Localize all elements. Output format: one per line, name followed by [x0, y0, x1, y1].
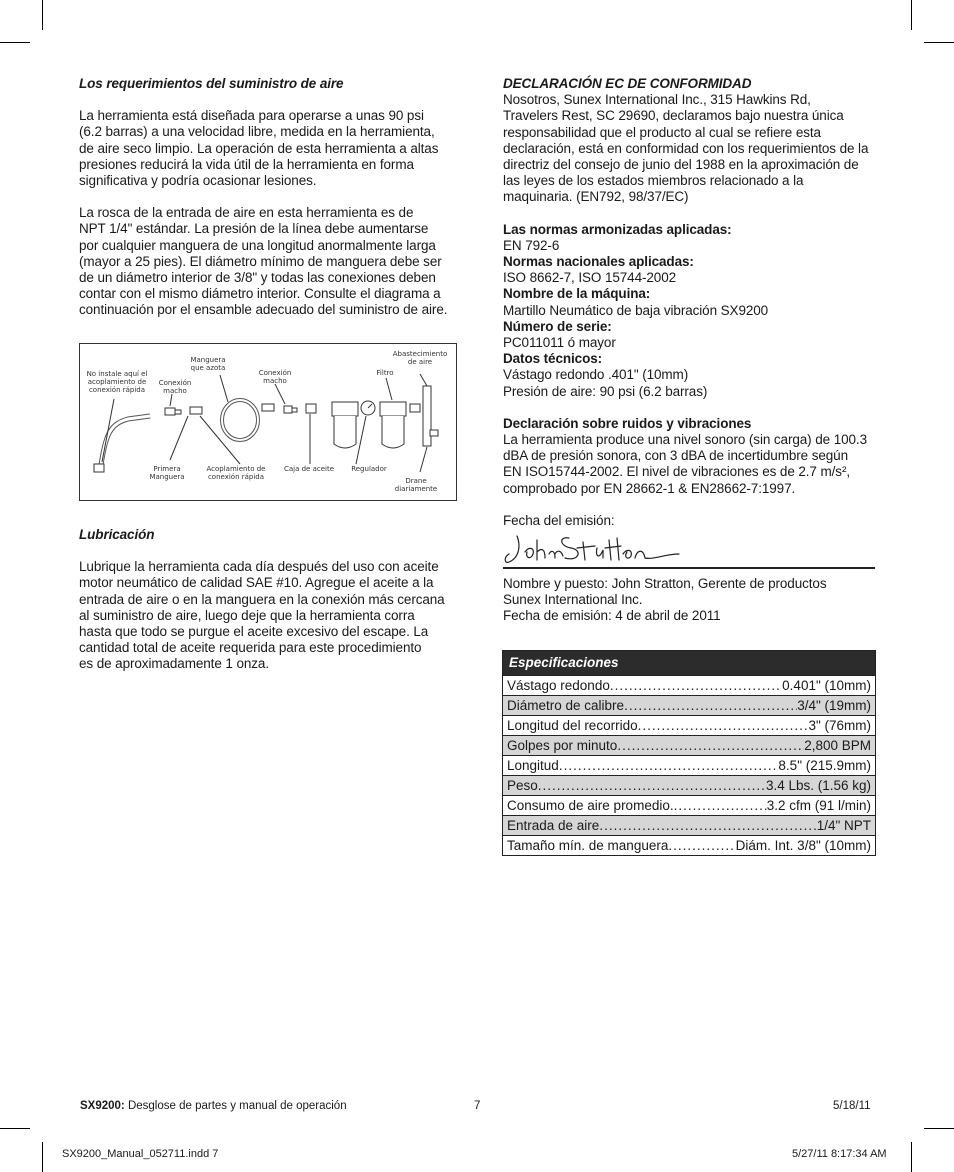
harmonized-standards-label: Las normas armonizadas aplicadas:	[503, 221, 732, 237]
spec-row	[503, 675, 875, 695]
signature-image	[503, 532, 683, 568]
spec-leader-dots	[617, 736, 804, 755]
spec-leader-dots	[610, 676, 782, 695]
crop-mark	[42, 0, 43, 30]
spec-leader-dots	[674, 796, 767, 815]
spec-value: Diám. Int. 3/8" (10mm)	[735, 838, 871, 853]
label-whip-hose: Manguera que azota	[190, 356, 226, 372]
spec-row	[503, 735, 875, 755]
lubrication-heading: Lubricación	[79, 527, 155, 542]
crop-mark	[924, 1128, 954, 1129]
slug-file: SX9200_Manual_052711.indd 7	[62, 1148, 219, 1160]
spec-leader-dots	[559, 756, 779, 775]
spec-value: 2,800 BPM	[804, 738, 871, 753]
spec-leader-dots	[668, 836, 735, 855]
signer-block	[503, 576, 883, 625]
spec-value: 3.4 Lbs. (1.56 kg)	[765, 778, 871, 793]
machine-name-value: Martillo Neumático de baja vibración SX9200	[503, 302, 769, 318]
label-no-install: No instale aquí el acoplamiento de conexión rápida	[86, 370, 148, 394]
spec-key: Vástago redondo	[507, 678, 610, 693]
serial-number-value: PC011011 ó mayor	[503, 335, 616, 351]
air-supply-paragraph-1: La herramienta está diseñada para operarse a unas 90 psi (6.2 barras) a una velocidad libre, medida en la herramienta, de aire seco limpio. La operación de esta herramienta a altas presiones reducirá la vida útil de la herramienta en forma significativa y podría ocasionar lesiones.	[79, 108, 439, 189]
air-supply-paragraph-2: La rosca de la entrada de aire en esta herramienta es de NPT 1/4" estándar. La presión de la línea debe aumentarse por cualquier manguera de una longitud anormalmente larga (mayor a 25 pies). El diámetro mínimo de manguera debe ser de un diámetro interior de 3/8" y todas las conexiones deben contar con el mismo diámetro interior. Consulte el diagrama a continuación por el ensamble adecuado del suministro de aire.	[79, 205, 448, 318]
noise-vibration-paragraph: La herramienta produce una nivel sonoro (sin carga) de 100.3 dBA de presión sonora, con 3 dBA de incertidumbre según EN ISO15744-2002. El nivel de vibraciones es de 2.7 m/s², comprobado por EN 28662-1 & EN28662-7:1997.	[503, 432, 867, 496]
label-drain: Drane diariamente	[394, 477, 438, 493]
page-number: 7	[474, 1100, 481, 1112]
right-column	[503, 76, 883, 529]
label-quick-coupling: Acoplamiento de conexión rápida	[206, 465, 266, 481]
label-filter: Filtro	[376, 369, 394, 377]
spec-row	[503, 795, 875, 815]
serial-number-label: Número de serie:	[503, 318, 612, 334]
spec-key: Consumo de aire promedio.	[507, 798, 674, 813]
signature-rule	[503, 567, 875, 569]
spec-key: Entrada de aire	[507, 818, 600, 833]
crop-mark	[911, 1142, 912, 1172]
lubrication-paragraph: Lubrique la herramienta cada día después del uso con aceite motor neumático de calidad SAE #10. Agregue el aceite a la entrada de aire o en la manguera en la conexión más cercana al suministro de aire, luego deje que la herramienta corra hasta que todo se purgue el aceite excesivo del escape. La cantidad total de aceite requerida para este procedimiento es de aproximadamente 1 onza.	[79, 559, 445, 672]
spec-value: 3" (76mm)	[808, 718, 871, 733]
label-regulator: Regulador	[351, 465, 387, 473]
crop-mark	[924, 42, 954, 43]
technical-data-value: Vástago redondo .401" (10mm) Presión de aire: 90 psi (6.2 barras)	[503, 367, 708, 399]
technical-data-label: Datos técnicos:	[503, 351, 603, 367]
spec-key: Tamaño mín. de manguera	[507, 838, 669, 853]
label-oil-box: Caja de aceite	[283, 465, 335, 473]
spec-value: 3.2 cfm (91 l/min)	[766, 798, 871, 813]
spec-key: Peso	[507, 778, 538, 793]
lubrication-section	[79, 527, 464, 673]
footer-left	[80, 1100, 347, 1112]
spec-row	[503, 755, 875, 775]
slug-timestamp: 5/27/11 8:17:34 AM	[792, 1148, 887, 1160]
crop-mark	[911, 0, 912, 30]
declaration-paragraph: Nosotros, Sunex International Inc., 315 Hawkins Rd, Travelers Rest, SC 29690, declaramos bajo nuestra única responsabilidad que el producto al cual se refiere esta declaración, está en conformidad con los requerimientos de la directriz del consejo de junio del 1988 en la aproximación de las leyes de los estados miembros relacionado a la maquinaria. (EN792, 98/37/EC)	[503, 92, 869, 205]
label-male-connector-1: Conexión macho	[158, 379, 192, 395]
national-standards-label: Normas nacionales aplicadas:	[503, 254, 694, 270]
label-male-connector-2: Conexión macho	[258, 369, 292, 385]
footer-title: Desglose de partes y manual de operación	[124, 1100, 347, 1112]
specifications-table	[502, 650, 876, 856]
specifications-rows	[503, 675, 875, 855]
left-column	[79, 76, 464, 319]
spec-row	[503, 815, 875, 835]
issue-date-label: Fecha del emisión:	[503, 512, 615, 528]
spec-leader-dots	[624, 696, 797, 715]
machine-name-label: Nombre de la máquina:	[503, 286, 651, 302]
spec-value: 0.401" (10mm)	[782, 678, 871, 693]
national-standards-value: ISO 8662-7, ISO 15744-2002	[503, 270, 677, 286]
spec-value: 8.5" (215.9mm)	[778, 758, 871, 773]
spec-row	[503, 775, 875, 795]
spec-key: Golpes por minuto	[507, 738, 618, 753]
crop-mark	[42, 1142, 43, 1172]
spec-leader-dots	[638, 716, 809, 735]
spec-leader-dots	[538, 776, 766, 795]
declaration-heading: DECLARACIÓN EC DE CONFORMIDAD	[503, 76, 752, 91]
spec-key: Longitud del recorrido	[507, 718, 638, 733]
signer-details: Nombre y puesto: John Stratton, Gerente de productos Sunex International Inc. Fecha de emisión: 4 de abril de 2011	[503, 576, 827, 624]
crop-mark	[0, 1128, 30, 1129]
footer-model: SX9200:	[80, 1100, 125, 1112]
spec-row	[503, 695, 875, 715]
spec-leader-dots	[599, 816, 816, 835]
label-air-supply: Abastecimiento de aire	[392, 350, 448, 366]
spec-value: 3/4" (19mm)	[797, 698, 871, 713]
spec-key: Diámetro de calibre	[507, 698, 625, 713]
harmonized-standards-value: EN 792-6	[503, 237, 560, 253]
footer-date: 5/18/11	[833, 1100, 871, 1112]
specifications-heading: Especificaciones	[503, 651, 875, 675]
air-supply-diagram	[79, 343, 457, 501]
crop-mark	[0, 42, 30, 43]
noise-vibration-heading: Declaración sobre ruidos y vibraciones	[503, 415, 752, 431]
spec-row	[503, 715, 875, 735]
spec-value: 1/4" NPT	[816, 818, 871, 833]
label-first-hose: Primera Manguera	[149, 465, 185, 481]
air-supply-heading: Los requerimientos del suministro de aire	[79, 76, 344, 91]
spec-row	[503, 835, 875, 855]
spec-key: Longitud	[507, 758, 559, 773]
